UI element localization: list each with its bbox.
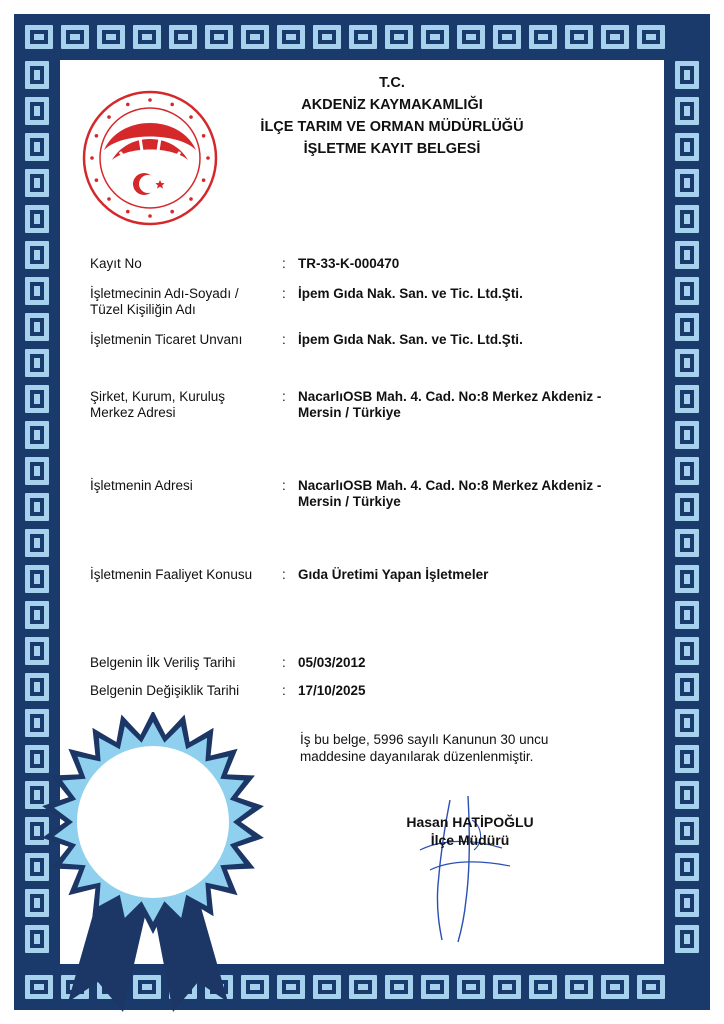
field-label: Belgenin İlk Veriliş Tarihi [90, 655, 236, 670]
field-value: 17/10/2025 [298, 683, 366, 698]
signer-name: Hasan HATİPOĞLU [406, 814, 534, 830]
certificate-header [232, 72, 552, 160]
field-label: Belgenin Değişiklik Tarihi [90, 683, 240, 698]
header-document-title: İŞLETME KAYIT BELGESİ [303, 141, 481, 157]
field-separator: : [282, 683, 286, 698]
field-label: Kayıt No [90, 256, 142, 271]
signer-block [380, 813, 560, 849]
field-separator: : [282, 286, 286, 301]
field-separator: : [282, 332, 286, 347]
field-label: İşletmenin Adresi [90, 478, 193, 493]
legal-basis-note: İş bu belge, 5996 sayılı Kanunun 30 uncu maddesine dayanılarak düzenlenmiştir. [300, 732, 549, 764]
field-label: İşletmenin Faaliyet Konusu [90, 567, 253, 582]
field-label: Şirket, Kurum, Kuruluş Merkez Adresi [90, 389, 226, 420]
field-value: NacarlıOSB Mah. 4. Cad. No:8 Merkez Akdeniz - Mersin / Türkiye [298, 478, 602, 509]
ministry-seal-icon [80, 88, 220, 228]
field-value: İpem Gıda Nak. San. ve Tic. Ltd.Şti. [298, 332, 523, 347]
header-district-governorship: AKDENİZ KAYMAKAMLIĞI [301, 97, 483, 113]
field-separator: : [282, 389, 286, 404]
field-value: İpem Gıda Nak. San. ve Tic. Ltd.Şti. [298, 286, 523, 301]
field-label: İşletmenin Ticaret Unvanı [90, 332, 243, 347]
field-value: NacarlıOSB Mah. 4. Cad. No:8 Merkez Akdeniz - Mersin / Türkiye [298, 389, 602, 420]
field-separator: : [282, 567, 286, 582]
field-separator: : [282, 655, 286, 670]
signer-title: İlçe Müdürü [430, 832, 510, 848]
field-value: Gıda Üretimi Yapan İşletmeler [298, 567, 489, 582]
header-tc: T.C. [379, 75, 405, 91]
field-value: 05/03/2012 [298, 655, 366, 670]
header-directorate: İLÇE TARIM VE ORMAN MÜDÜRLÜĞÜ [260, 119, 524, 135]
field-separator: : [282, 478, 286, 493]
field-value: TR-33-K-000470 [298, 256, 400, 271]
rosette-seal-icon [38, 712, 298, 1024]
field-label: İşletmecinin Adı-Soyadı / Tüzel Kişiliğin Adı [90, 286, 239, 317]
field-separator: : [282, 256, 286, 271]
